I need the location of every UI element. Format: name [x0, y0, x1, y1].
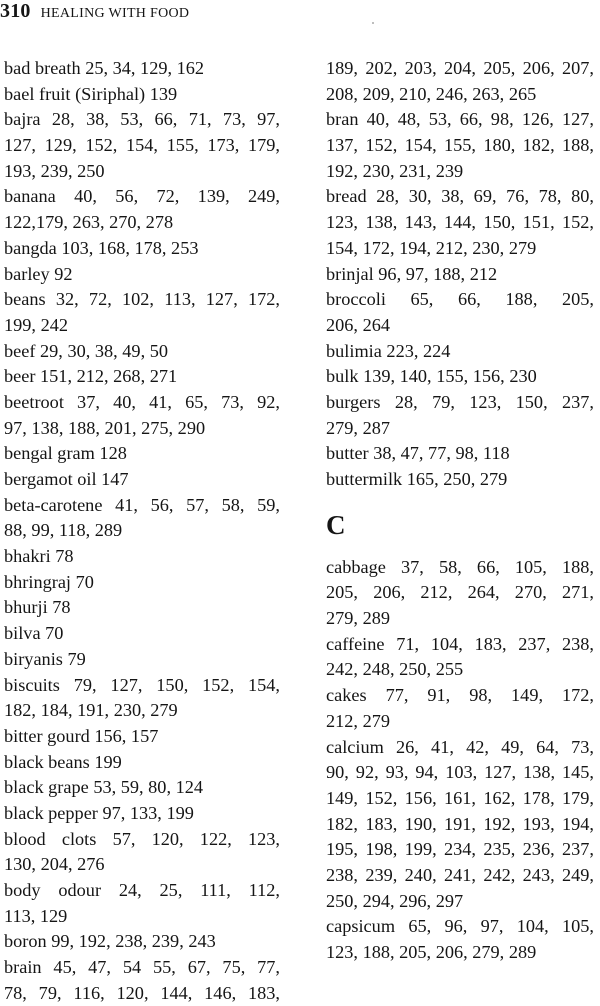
- index-line: capsicum 65, 96, 97, 104, 105,: [326, 916, 594, 937]
- index-line: 192, 230, 231, 239: [326, 160, 464, 181]
- index-line: beta-carotene 41, 56, 57, 58, 59,: [4, 494, 280, 515]
- index-line: 193, 239, 250: [4, 160, 105, 181]
- index-line: 208, 209, 210, 246, 263, 265: [326, 83, 537, 104]
- index-line: bilva 70: [4, 623, 64, 644]
- index-line: cakes 77, 91, 98, 149, 172,: [326, 685, 594, 706]
- index-line: bangda 103, 168, 178, 253: [4, 237, 199, 258]
- index-line: bulimia 223, 224: [326, 340, 451, 361]
- index-line: 195, 198, 199, 234, 235, 236, 237,: [326, 839, 594, 860]
- index-line: 212, 279: [326, 710, 390, 731]
- index-line: 242, 248, 250, 255: [326, 659, 464, 680]
- index-line: 182, 184, 191, 230, 279: [4, 700, 178, 721]
- index-line: black pepper 97, 133, 199: [4, 802, 194, 823]
- index-entries-c: [326, 555, 594, 966]
- index-line: bitter gourd 156, 157: [4, 725, 159, 746]
- index-line: barley 92: [4, 263, 73, 284]
- index-line: beer 151, 212, 268, 271: [4, 366, 178, 387]
- index-line: calcium 26, 41, 42, 49, 64, 73,: [326, 736, 594, 757]
- index-line: 130, 204, 276: [4, 854, 105, 875]
- index-line: bengal gram 128: [4, 443, 127, 464]
- index-line: bran 40, 48, 53, 66, 98, 126, 127,: [326, 109, 594, 130]
- index-line: black grape 53, 59, 80, 124: [4, 777, 204, 798]
- index-line: bajra 28, 38, 53, 66, 71, 73, 97,: [4, 109, 280, 130]
- index-column-left: [4, 56, 280, 1006]
- index-line: bhringraj 70: [4, 571, 94, 592]
- index-line: bhakri 78: [4, 546, 74, 567]
- index-line: cabbage 37, 58, 66, 105, 188,: [326, 556, 594, 577]
- index-line: bael fruit (Siriphal) 139: [4, 83, 178, 104]
- index-line: biscuits 79, 127, 150, 152, 154,: [4, 674, 280, 695]
- index-line: bad breath 25, 34, 129, 162: [4, 58, 205, 78]
- index-line: black beans 199: [4, 751, 122, 772]
- page-number: 310: [0, 0, 31, 22]
- index-line: 127, 129, 152, 154, 155, 173, 179,: [4, 135, 280, 156]
- index-line: beans 32, 72, 102, 113, 127, 172,: [4, 289, 280, 310]
- index-line: 279, 289: [326, 608, 390, 629]
- index-line: 78, 79, 116, 120, 144, 146, 183,: [4, 982, 280, 1003]
- section-letter: C: [326, 509, 346, 540]
- index-line: 189, 202, 203, 204, 205, 206, 207,: [326, 58, 594, 78]
- index-line: 137, 152, 154, 155, 180, 182, 188,: [326, 135, 594, 156]
- index-line: beef 29, 30, 38, 49, 50: [4, 340, 168, 361]
- index-line: buttermilk 165, 250, 279: [326, 469, 508, 489]
- index-line: banana 40, 56, 72, 139, 249,: [4, 186, 280, 207]
- index-line: broccoli 65, 66, 188, 205,: [326, 289, 594, 310]
- index-line: 238, 239, 240, 241, 242, 243, 249,: [326, 864, 594, 885]
- index-line: butter 38, 47, 77, 98, 118: [326, 443, 510, 464]
- index-line: beetroot 37, 40, 41, 65, 73, 92,: [4, 391, 280, 412]
- index-line: burgers 28, 79, 123, 150, 237,: [326, 391, 594, 412]
- index-line: body odour 24, 25, 111, 112,: [4, 880, 280, 900]
- index-line: 122,179, 263, 270, 278: [4, 212, 174, 233]
- index-line: 182, 183, 190, 191, 192, 193, 194,: [326, 813, 594, 834]
- index-line: bergamot oil 147: [4, 469, 129, 489]
- index-column-right: [326, 56, 594, 966]
- index-line: brinjal 96, 97, 188, 212: [326, 263, 498, 284]
- index-line: blood clots 57, 120, 122, 123,: [4, 828, 280, 849]
- index-line: caffeine 71, 104, 183, 237, 238,: [326, 633, 594, 654]
- page-header: [0, 0, 189, 22]
- index-line: 113, 129: [4, 905, 68, 926]
- index-line: 149, 152, 156, 161, 162, 178, 179,: [326, 787, 594, 808]
- index-line: biryanis 79: [4, 648, 86, 669]
- index-line: bhurji 78: [4, 597, 71, 618]
- running-title: HEALING WITH FOOD: [40, 6, 190, 21]
- index-line: 88, 99, 118, 289: [4, 520, 123, 541]
- speck-mark: [372, 22, 374, 24]
- index-line: 123, 138, 143, 144, 150, 151, 152,: [326, 212, 594, 233]
- index-line: 199, 242: [4, 314, 68, 335]
- index-line: bread 28, 30, 38, 69, 76, 78, 80,: [326, 186, 594, 207]
- index-line: 205, 206, 212, 264, 270, 271,: [326, 582, 594, 603]
- index-line: 206, 264: [326, 314, 390, 335]
- index-line: 250, 294, 296, 297: [326, 890, 464, 911]
- index-line: brain 45, 47, 54 55, 67, 75, 77,: [4, 957, 280, 978]
- index-line: boron 99, 192, 238, 239, 243: [4, 931, 216, 952]
- index-line: 123, 188, 205, 206, 279, 289: [326, 942, 537, 962]
- index-line: 90, 92, 93, 94, 103, 127, 138, 145,: [326, 762, 594, 783]
- index-entries-b: [326, 56, 594, 493]
- index-line: 154, 172, 194, 212, 230, 279: [326, 237, 537, 258]
- index-line: bulk 139, 140, 155, 156, 230: [326, 366, 537, 387]
- index-line: 279, 287: [326, 417, 390, 438]
- index-line: 97, 138, 188, 201, 275, 290: [4, 417, 206, 438]
